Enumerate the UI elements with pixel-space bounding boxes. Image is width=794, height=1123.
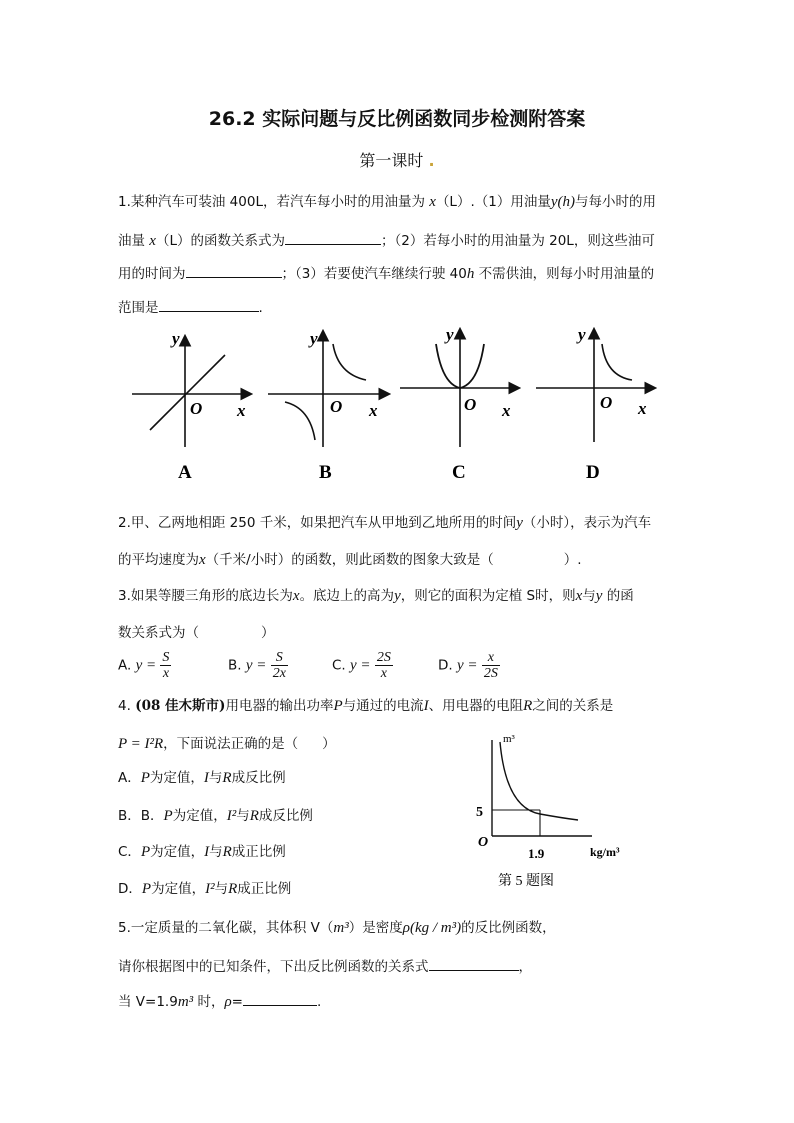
q1-line3 [118,262,654,283]
option-text: 为定值， [172,808,227,824]
line-curve [150,355,225,430]
var-y: y [394,588,401,604]
graph-b [268,329,388,483]
var-p: P [140,770,150,786]
graphs-figure [120,322,670,492]
axis-x-label: x [237,401,246,420]
q5-text: 当 V=1.9 [118,994,178,1010]
q5-text: = [231,994,243,1010]
var-i: I [204,844,210,860]
var-x: x [199,552,206,568]
fraction [271,650,288,681]
q4-text: 与通过的电流 [342,698,424,714]
axis-x-label: x [502,401,511,420]
hyperbola-branch [333,344,366,380]
q5-text: 时， [193,994,225,1010]
q4-text: 4. [118,698,131,714]
option-label: B．B． [118,808,164,824]
option-lhs: y = [135,657,157,674]
q4-text: ） [322,736,336,752]
q1-text: （L）.（1）用油量 [435,194,551,210]
option-label: D． [118,881,142,897]
figure-caption: 第 5 题图 [498,874,554,889]
graph-d [536,325,654,483]
option-label: D. [438,657,453,674]
answer-blank[interactable] [159,299,259,312]
denominator: x [162,666,170,681]
q5-text: . [316,994,322,1010]
option-text: 成反比例 [258,808,313,824]
option-text: 与 [209,844,223,860]
option-label: A． [118,770,141,786]
inverse-curve [500,742,578,820]
q4-source: (08 佳木斯市) [135,698,226,714]
var-h: h [466,266,475,282]
var-r: R [523,698,533,714]
q3-text: 与 [582,588,596,604]
q1-line4 [118,296,263,316]
option-label: B. [228,657,242,674]
fraction [375,650,393,681]
q3-text: ） [261,625,275,641]
q5-text: 5.一定质量的二氧化碳，其体积 V（ [118,920,334,936]
q5-line1 [118,916,556,937]
q3-text: ，则它的面积为定植 S时，则 [400,588,576,604]
lesson-subtitle-text: 第一课时 [359,151,424,170]
rho-unit: ρ(kg / m³) [402,920,462,936]
numerator: 2S [376,650,391,665]
q2-text: （小时），表示为汽车 [522,515,652,531]
fraction [482,650,500,681]
q3-option-c[interactable] [332,650,393,681]
numerator: x [482,650,500,666]
y-unit-label: m³ [503,733,515,745]
q4-option-a[interactable] [118,766,286,787]
option-text: 与 [214,881,229,897]
fraction [160,650,171,681]
q1-text: ；（3）若要使汽车继续行驶 40 [281,266,467,282]
origin-label: O [464,395,477,414]
var-i: I [423,698,429,714]
var-y: y(h) [550,194,575,210]
q1-line2 [118,229,655,250]
q3-option-d[interactable] [438,650,500,681]
axis-x-label: x [638,399,647,418]
option-label: A. [118,657,132,674]
var-x: x [292,588,300,604]
q3-text: 的函 [602,588,634,604]
denominator: 2S [483,666,498,681]
option-text: 与 [208,770,223,786]
numerator: S [271,650,288,666]
option-text: 为定值， [149,770,204,786]
q4-line2 [118,732,336,753]
var-i: I² [205,881,215,897]
option-label: C． [118,844,141,860]
var-x: x [575,588,583,604]
q4-option-c[interactable] [118,840,286,861]
q5-line2 [118,955,532,975]
option-lhs: y = [245,657,267,674]
var-i: I² [226,808,237,824]
q4-option-d[interactable] [118,877,291,898]
hyperbola-branch [602,344,632,380]
q1-line1 [118,190,656,211]
option-text: 与 [236,808,250,824]
origin-label: O [330,397,343,416]
q4-line1 [118,694,613,715]
option-text: 为定值， [150,844,205,860]
q5-text: ）是密度 [348,920,403,936]
q3-text: 。底边上的高为 [299,588,395,604]
q3-option-a[interactable] [118,650,171,681]
formula: P = I²R [118,736,164,752]
origin-label: O [600,393,613,412]
q2-line1 [118,511,651,532]
var-r: R [228,881,238,897]
graph-label: C [452,462,466,483]
q1-text: 油量 [118,233,145,249]
q3-text: 数关系式为（ [118,625,199,641]
q1-text: ；（2）若每小时的用油量为 20L，则这些油可 [381,233,655,249]
graph-label: D [586,462,600,483]
q4-text: 、用电器的电阻 [428,698,524,714]
q4-text: ，下面说法正确的是（ [163,736,299,752]
var-i: I [203,770,209,786]
dot-mark: . [428,151,435,170]
var-x: x [429,194,436,210]
option-text: 为定值， [151,881,206,897]
answer-blank[interactable] [243,993,317,1006]
axis-y-label: y [446,325,454,344]
x-unit-label: kg/m³ [590,845,620,859]
q2-text: （千米/小时）的函数，则此函数的图象大致是（ [205,552,494,568]
var-p: P [333,698,343,714]
q3-text: 3.如果等腰三角形的底边长为 [118,588,293,604]
q4-text: 之间的关系是 [532,698,614,714]
q1-text: （L）的函数关系式为 [155,233,285,249]
numerator: S [162,650,170,665]
y-tick-label: 5 [476,805,483,820]
unit-m3: m³ [177,994,194,1010]
unit-m3: m³ [333,920,349,936]
option-lhs: y = [456,657,478,674]
graph-c [400,325,518,483]
answer-blank[interactable] [285,232,381,245]
fig5-graph [470,728,640,893]
q1-text: . [258,300,263,316]
var-y: y [595,588,603,604]
option-text: 成正比例 [231,844,286,860]
denominator: x [380,666,387,681]
origin-label: O [190,399,203,418]
var-r: R [249,808,259,824]
axis-y-label: y [578,325,586,344]
var-r: R [222,770,232,786]
answer-blank[interactable] [429,958,519,971]
var-p: P [140,844,151,860]
var-x: x [149,233,156,249]
lesson-subtitle [0,148,794,171]
var-y: y [516,515,523,531]
q3-option-b[interactable] [228,650,288,681]
q3-line2 [118,621,275,641]
option-text: 成反比例 [231,770,286,786]
graph-label: A [178,462,192,483]
denominator: 2x [272,666,286,681]
q4-option-b[interactable] [118,804,313,825]
q1-text: 范围是 [118,300,159,316]
graph-a [132,329,250,483]
origin-label: O [478,835,489,850]
q5-text: 请你根据图中的已知条件，下出反比例函数的关系式 [118,959,429,975]
q1-text: 不需供油，则每小时用油量的 [474,266,655,282]
option-lhs: y = [350,657,371,674]
x-tick-label: 1.9 [528,846,545,861]
axis-x-label: x [369,401,378,420]
answer-blank[interactable] [186,265,282,278]
option-label: C. [332,657,346,674]
var-r: R [222,844,232,860]
axis-y-label: y [310,329,318,348]
option-text: 成正比例 [237,881,292,897]
hyperbola-branch [285,402,315,440]
q2-text: 2.甲、乙两地相距 250 千米，如果把汽车从甲地到乙地所用的时间 [118,515,517,531]
q1-text: 用的时间为 [118,266,186,282]
q5-text: 的反比例函数， [461,920,556,936]
q2-text: ）. [563,552,582,568]
q2-line2 [118,548,582,569]
q3-line1 [118,584,634,605]
q5-text: ， [518,959,532,975]
var-p: P [141,881,152,897]
var-p: P [163,808,173,824]
page-title: 26.2 实际问题与反比例函数同步检测附答案 [208,108,586,130]
var-rho: ρ [224,994,232,1010]
q1-text: 与每小时的用 [575,194,656,210]
q1-text: 1.某种汽车可装油 400L，若汽车每小时的用油量为 [118,194,425,210]
q4-text: 用电器的输出功率 [225,698,334,714]
axis-y-label: y [172,329,180,348]
q5-line3 [118,990,321,1011]
q2-text: 的平均速度为 [118,552,199,568]
graph-label: B [319,462,332,483]
